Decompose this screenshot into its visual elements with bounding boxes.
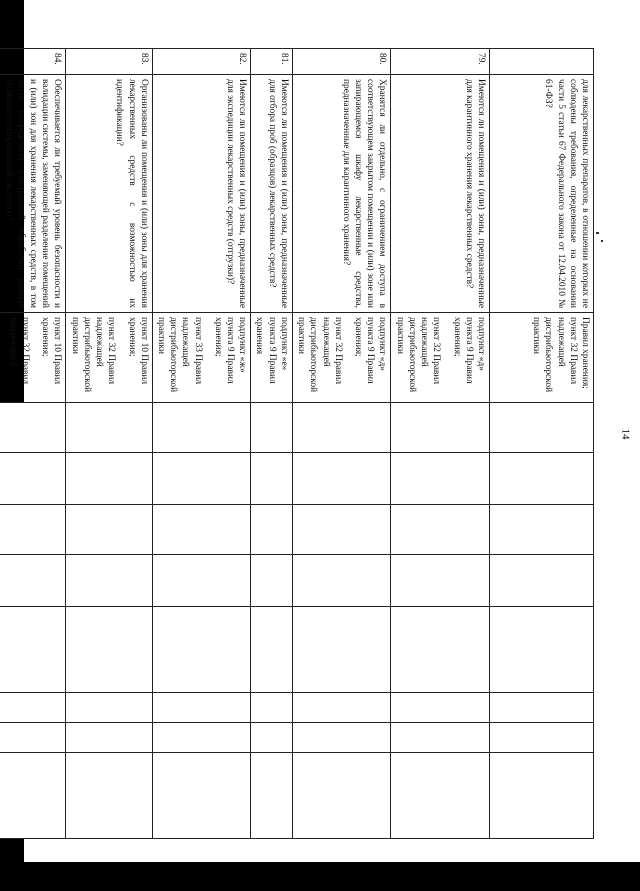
- reference-line: подпункт «е» пункта 9 Правил хранения: [254, 317, 289, 384]
- reference-cell: [0, 313, 66, 403]
- answer-cell[interactable]: [292, 607, 391, 693]
- row-number: 80.: [292, 49, 391, 75]
- answer-cell[interactable]: [490, 693, 594, 723]
- answer-cell[interactable]: [66, 505, 152, 555]
- answer-cell[interactable]: [391, 693, 490, 723]
- question-cell: Имеются ли помещения и (или) зоны, предназначенные для карантинного хранения лекарственных средств?: [391, 75, 490, 313]
- question-cell: Обеспечивается ли требуемый уровень безопасности и валидации системы, заменяющей разделение помещений и (или) зон для хранения лекарственных средств, в том числе посредством электронной обработки данных (компьютеризированной системы)?: [0, 75, 66, 313]
- row-number: 81.: [251, 49, 293, 75]
- answer-cell[interactable]: [490, 723, 594, 753]
- answer-cell[interactable]: [490, 607, 594, 693]
- answer-cell[interactable]: [0, 453, 66, 505]
- reference-cell: [251, 313, 293, 403]
- answer-cell[interactable]: [391, 607, 490, 693]
- reference-cell: [66, 313, 152, 403]
- answer-cell[interactable]: [66, 693, 152, 723]
- answer-cell[interactable]: [292, 453, 391, 505]
- answer-cell[interactable]: [0, 607, 66, 693]
- answer-cell[interactable]: [251, 505, 293, 555]
- question-cell: Имеются ли помещения и (или) зоны, предназначенные для экспедиции лекарственных средств (отгрузки)?: [152, 75, 251, 313]
- reference-line: пункт 10 Правил хранения;: [40, 317, 63, 385]
- answer-cell[interactable]: [152, 453, 251, 505]
- answer-cell[interactable]: [251, 753, 293, 839]
- answer-cell[interactable]: [251, 693, 293, 723]
- reference-line: подпункт «д» пункта 9 Правил хранения;: [451, 317, 486, 384]
- answer-cell[interactable]: [292, 403, 391, 453]
- table-row: [66, 49, 152, 839]
- reference-line: пункт 10 Правил хранения;: [126, 317, 149, 385]
- reference-line: пункт 32 Правил надлежащей дистрибьюторской практики: [296, 317, 343, 393]
- row-number: [490, 49, 594, 75]
- scan-speck: [601, 240, 603, 242]
- answer-cell[interactable]: [292, 723, 391, 753]
- answer-cell[interactable]: [66, 607, 152, 693]
- answer-cell[interactable]: [0, 555, 66, 607]
- reference-cell: [391, 313, 490, 403]
- scan-speck: [596, 232, 599, 234]
- answer-cell[interactable]: [391, 403, 490, 453]
- answer-cell[interactable]: [292, 753, 391, 839]
- reference-line: пункт 33 Правил надлежащей дистрибьюторской практики: [155, 317, 203, 393]
- checklist-table: [0, 48, 594, 839]
- reference-line: подпункт «д» пункта 9 Правил хранения;: [353, 317, 388, 384]
- answer-cell[interactable]: [391, 505, 490, 555]
- answer-cell[interactable]: [490, 555, 594, 607]
- reference-line: пункт 32 Правил надлежащей дистрибьюторской практики: [394, 317, 442, 393]
- answer-cell[interactable]: [490, 505, 594, 555]
- answer-cell[interactable]: [0, 693, 66, 723]
- row-number: 84.: [0, 49, 66, 75]
- answer-cell[interactable]: [391, 723, 490, 753]
- answer-cell[interactable]: [66, 555, 152, 607]
- question-cell: Хранятся ли отдельно, с ограничением доступа в соответствующем закрытом помещении и (или) зоне или запирающемся шкафу лекарственные средства, предназначенные для карантинного хранения?: [292, 75, 391, 313]
- table-row: [292, 49, 391, 839]
- answer-cell[interactable]: [251, 723, 293, 753]
- table-row: [0, 49, 66, 839]
- answer-cell[interactable]: [152, 693, 251, 723]
- reference-line: пункт 32 Правил надлежащей дистрибьюторской практики: [69, 317, 117, 393]
- answer-cell[interactable]: [152, 723, 251, 753]
- reference-cell: [292, 313, 391, 403]
- table-row: [152, 49, 251, 839]
- answer-cell[interactable]: [152, 753, 251, 839]
- row-number: 79.: [391, 49, 490, 75]
- answer-cell[interactable]: [0, 753, 66, 839]
- answer-cell[interactable]: [66, 453, 152, 505]
- reference-cell: [490, 313, 594, 403]
- answer-cell[interactable]: [292, 505, 391, 555]
- answer-cell[interactable]: [490, 753, 594, 839]
- answer-cell[interactable]: [391, 555, 490, 607]
- answer-cell[interactable]: [292, 555, 391, 607]
- answer-cell[interactable]: [152, 403, 251, 453]
- reference-line: пункт 32 Правил надлежащей: [7, 317, 30, 385]
- answer-cell[interactable]: [0, 505, 66, 555]
- answer-cell[interactable]: [391, 453, 490, 505]
- answer-cell[interactable]: [0, 403, 66, 453]
- table-row: [391, 49, 490, 839]
- row-number: 83.: [66, 49, 152, 75]
- document-page: [3, 0, 640, 862]
- answer-cell[interactable]: [292, 693, 391, 723]
- rotated-content: [3, 48, 594, 838]
- answer-cell[interactable]: [152, 555, 251, 607]
- answer-cell[interactable]: [66, 723, 152, 753]
- answer-cell[interactable]: [152, 607, 251, 693]
- answer-cell[interactable]: [251, 607, 293, 693]
- answer-cell[interactable]: [251, 453, 293, 505]
- answer-cell[interactable]: [251, 403, 293, 453]
- answer-cell[interactable]: [391, 753, 490, 839]
- answer-cell[interactable]: [251, 555, 293, 607]
- question-cell: Имеются ли помещения и (или) зоны, предназначенные для отбора проб (образцов) лекарственных средств?: [251, 75, 293, 313]
- answer-cell[interactable]: [0, 723, 66, 753]
- reference-line: пункт 32 Правил надлежащей дистрибьюторской практики: [531, 317, 578, 393]
- answer-cell[interactable]: [490, 453, 594, 505]
- reference-cell: [152, 313, 251, 403]
- reference-line: подпункт «ж» пункта 9 Правил хранения;: [212, 317, 248, 384]
- table-body: [0, 49, 594, 839]
- question-cell: Организованы ли помещения и (или) зоны для хранения лекарственных средств с возможностью их идентификации?: [66, 75, 152, 313]
- page-number: 14: [619, 428, 632, 440]
- answer-cell[interactable]: [66, 753, 152, 839]
- answer-cell[interactable]: [490, 403, 594, 453]
- row-number: 82.: [152, 49, 251, 75]
- reference-line: Правил хранения;: [580, 317, 590, 389]
- question-cell: для лекарственных препаратов, в отношении которых не соблюдены требования, определенные на основании части 5 статьи 67 Федерального закона от 12.04.2010 № 61-ФЗ?: [490, 75, 594, 313]
- table-row: [490, 49, 594, 839]
- answer-cell[interactable]: [152, 505, 251, 555]
- table-row: [251, 49, 293, 839]
- answer-cell[interactable]: [66, 403, 152, 453]
